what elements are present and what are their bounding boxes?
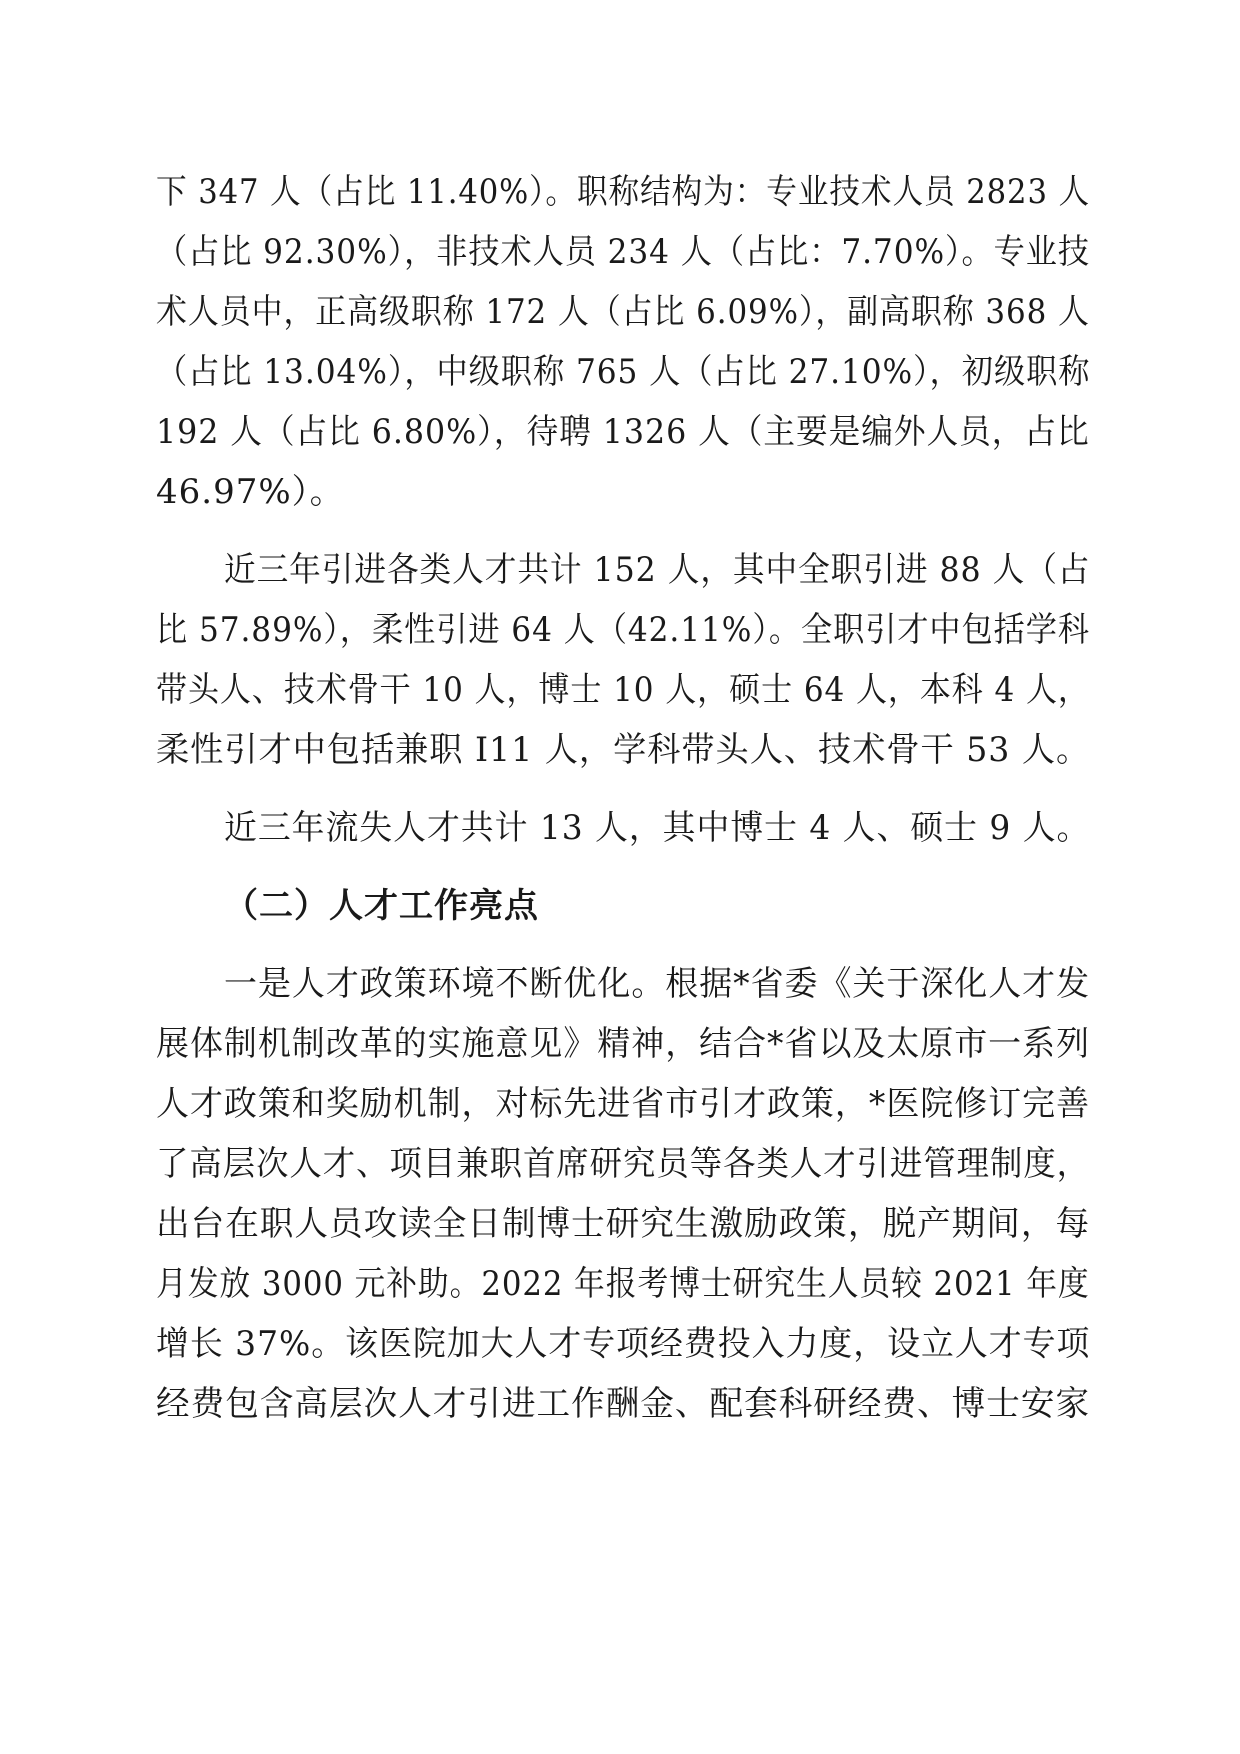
- paragraph-4-line-1: 一是人才政策环境不断优化。根据*省委《关于深化人才发: [224, 964, 1091, 1004]
- paragraph-4-line-6: 月发放 3000 元补助。2022 年报考博士研究生人员较 2021 年度: [156, 1264, 1090, 1304]
- paragraph-2-line-2: 比 57.89%），柔性引进 64 人（42.11%）。全职引才中包括学科: [156, 610, 1090, 650]
- paragraph-3-line-1: 近三年流失人才共计 13 人，其中博士 4 人、硕士 9 人。: [224, 808, 1091, 848]
- paragraph-1-line-2: （占比 92.30%），非技术人员 234 人（占比：7.70%）。专业技: [156, 232, 1090, 272]
- paragraph-1-line-3: 术人员中，正高级职称 172 人（占比 6.09%），副高职称 368 人: [156, 292, 1090, 332]
- paragraph-4-line-7: 增长 37%。该医院加大人才专项经费投入力度，设立人才专项: [156, 1324, 1091, 1364]
- paragraph-4-line-3: 人才政策和奖励机制，对标先进省市引才政策，*医院修订完善: [156, 1084, 1091, 1124]
- paragraph-2-line-1: 近三年引进各类人才共计 152 人，其中全职引进 88 人（占: [224, 550, 1091, 590]
- paragraph-1-line-6: 46.97%）。: [156, 472, 345, 512]
- paragraph-2-line-4: 柔性引才中包括兼职 I11 人，学科带头人、技术骨干 53 人。: [156, 730, 1091, 770]
- section-heading: （二）人才工作亮点: [224, 886, 539, 926]
- paragraph-4-line-5: 出台在职人员攻读全日制博士研究生激励政策，脱产期间，每: [156, 1204, 1091, 1244]
- paragraph-1-line-5: 192 人（占比 6.80%），待聘 1326 人（主要是编外人员，占比: [156, 412, 1090, 452]
- paragraph-1-line-1: 下 347 人（占比 11.40%）。职称结构为：专业技术人员 2823 人: [156, 172, 1091, 212]
- paragraph-4-line-8: 经费包含高层次人才引进工作酬金、配套科研经费、博士安家: [156, 1384, 1091, 1424]
- paragraph-2-line-3: 带头人、技术骨干 10 人，博士 10 人，硕士 64 人，本科 4 人，: [156, 670, 1090, 710]
- paragraph-4-line-2: 展体制机制改革的实施意见》精神，结合*省以及太原市一系列: [156, 1024, 1091, 1064]
- paragraph-4-line-4: 了高层次人才、项目兼职首席研究员等各类人才引进管理制度，: [156, 1144, 1091, 1184]
- paragraph-1-line-4: （占比 13.04%），中级职称 765 人（占比 27.10%），初级职称: [156, 352, 1091, 392]
